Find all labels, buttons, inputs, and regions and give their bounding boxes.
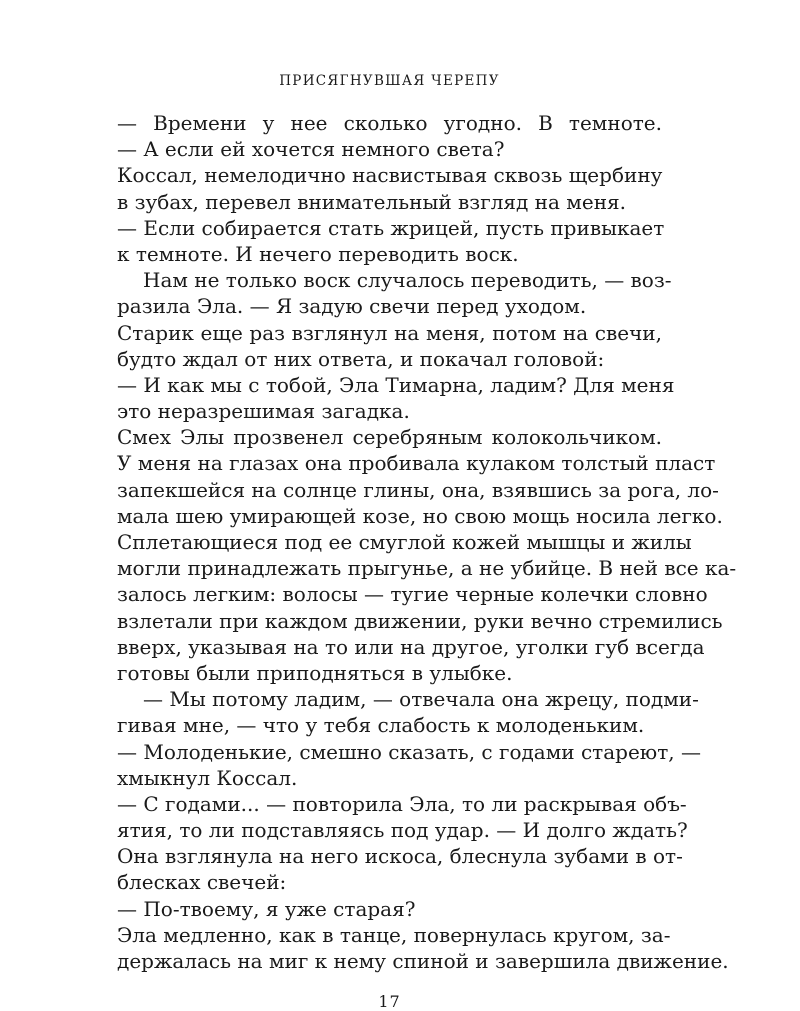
text-line: в зубах, перевел внимательный взгляд на меня. [117, 189, 626, 214]
text-line: Коссал, немелодично насвистывая сквозь щербину [117, 163, 663, 188]
text-line: блесках свечей: [117, 870, 287, 895]
text-line: вверх, указывая на то или на другое, уголки губ всегда [117, 634, 705, 659]
text-line: — Молоденькие, смешно сказать, с годами стареют, — [117, 739, 701, 764]
text-line: ятия, то ли подставляясь под удар. — И долго ждать? [117, 818, 688, 843]
body-text [117, 110, 737, 974]
text-line: разила Эла. — Я задую свечи перед уходом. [117, 294, 587, 319]
text-line: — По-твоему, я уже старая? [117, 896, 416, 921]
text-line: хмыкнул Коссал. [117, 765, 298, 790]
text-line: запекшейся на солнце глины, она, взявшись за рога, ло- [117, 477, 719, 502]
text-line: У меня на глазах она пробивала кулаком толстый пласт [117, 451, 716, 476]
text-line: — С годами... — повторила Эла, то ли раскрывая объ- [117, 791, 687, 816]
text-line: могли принадлежать прыгунье, а не убийце. В ней все ка- [117, 556, 737, 581]
text-line: Смех Элы прозвенел серебряным колокольчиком. [117, 425, 662, 450]
text-line: Сплетающиеся под ее смуглой кожей мышцы и жилы [117, 530, 692, 554]
text-line: Старик еще раз взглянул на меня, потом на свечи, [117, 320, 662, 345]
text-line: готовы были приподняться в улыбке. [117, 660, 513, 685]
text-line: — Мы потому ладим, — отвечала она жрецу, подми- [143, 687, 699, 712]
text-line: Она взглянула на него искоса, блеснула зубами в от- [117, 844, 683, 869]
text-line: держалась на миг к нему спиной и завершила движение. [117, 949, 729, 973]
text-line: залось легким: волосы — тугие черные колечки словно [117, 582, 708, 607]
text-line: Нам не только воск случалось переводить, — воз- [143, 268, 672, 293]
running-head: ПРИСЯГНУВШАЯ ЧЕРЕПУ [279, 73, 500, 89]
book-page [117, 68, 737, 1011]
text-line: — Времени у нее сколько угодно. В темноте. [117, 111, 662, 135]
text-line: будто ждал от них ответа, и покачал головой: [117, 346, 605, 371]
text-line: это неразрешимая загадка. [117, 399, 410, 424]
text-line: — Если собирается стать жрицей, пусть привыкает [117, 215, 665, 240]
text-line: гивая мне, — что у тебя слабость к молоденьким. [117, 713, 645, 738]
text-line: мала шею умирающей козе, но свою мощь носила легко. [117, 503, 723, 528]
text-line: Эла медленно, как в танце, повернулась кругом, за- [117, 922, 671, 947]
page-number: 17 [378, 992, 401, 1011]
text-line: — А если ей хочется немного света? [117, 137, 505, 162]
text-line: — И как мы с тобой, Эла Тимарна, ладим? Для меня [117, 372, 675, 397]
text-line: к темноте. И нечего переводить воск. [117, 241, 519, 266]
text-line: взлетали при каждом движении, руки вечно стремились [117, 608, 723, 633]
